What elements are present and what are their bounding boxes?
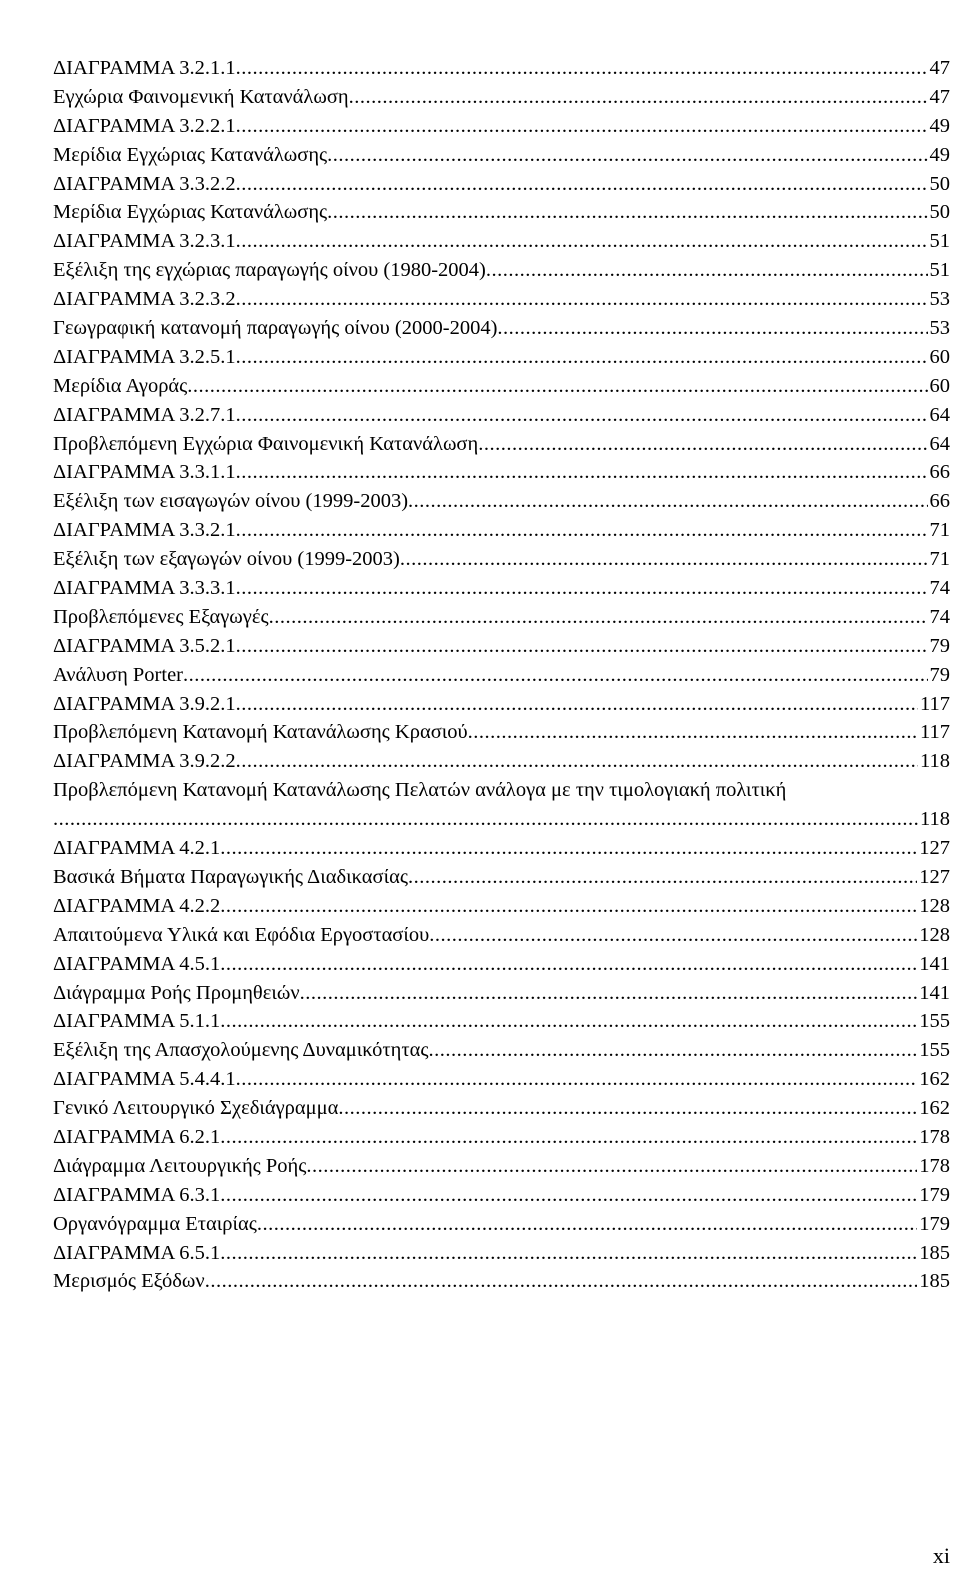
dot-leader	[236, 747, 918, 776]
toc-entry-page: 66	[929, 461, 950, 484]
toc-entry-label: ΔΙΑΓΡΑΜΜΑ 3.2.5.1	[53, 345, 236, 368]
toc-entry-page: 51	[929, 259, 950, 282]
toc-entry[interactable]	[53, 372, 950, 401]
toc-entry-page: 64	[929, 403, 950, 426]
toc-entry-page: 128	[919, 894, 950, 917]
toc-entry-label: ΔΙΑΓΡΑΜΜΑ 3.2.2.1	[53, 114, 236, 137]
toc-entry-page: 50	[929, 172, 950, 195]
toc-entry[interactable]	[53, 892, 950, 921]
dot-leader	[428, 1036, 917, 1065]
dot-leader	[497, 314, 927, 343]
toc-entry-page: 127	[919, 865, 950, 888]
toc-entry-label: ΔΙΑΓΡΑΜΜΑ 5.4.4.1	[53, 1068, 236, 1091]
dot-leader	[400, 545, 928, 574]
toc-entry-label: Οργανόγραμμα Εταιρίας	[53, 1212, 257, 1235]
toc-entry[interactable]	[53, 1007, 950, 1036]
toc-entry-label: ΔΙΑΓΡΑΜΜΑ 4.2.2	[53, 894, 221, 917]
toc-entry[interactable]	[53, 979, 950, 1008]
toc-entry[interactable]	[53, 516, 950, 545]
dot-leader	[429, 921, 917, 950]
toc-entry-page: 185	[919, 1241, 950, 1264]
toc-entry-label: ΔΙΑΓΡΑΜΜΑ 3.2.3.2	[53, 288, 236, 311]
dot-leader	[183, 661, 927, 690]
toc-entry-page: 74	[929, 577, 950, 600]
toc-entry-label: ΔΙΑΓΡΑΜΜΑ 6.3.1	[53, 1183, 221, 1206]
toc-entry-page: 49	[929, 143, 950, 166]
toc-entry[interactable]	[53, 1267, 950, 1296]
toc-entry-page: 47	[929, 85, 950, 108]
toc-entry-label: ΔΙΑΓΡΑΜΜΑ 3.5.2.1	[53, 634, 236, 657]
toc-entry-page: 79	[929, 663, 950, 686]
dot-leader	[408, 487, 927, 516]
toc-entry-label: Εξέλιξη της εγχώριας παραγωγής οίνου (1980-2004)	[53, 259, 486, 282]
toc-entry[interactable]	[53, 603, 950, 632]
dot-leader	[236, 632, 928, 661]
toc-entry-label: ΔΙΑΓΡΑΜΜΑ 6.2.1	[53, 1125, 221, 1148]
toc-entry[interactable]	[53, 718, 950, 747]
dot-leader	[220, 950, 917, 979]
toc-entry[interactable]	[53, 1181, 950, 1210]
toc-entry-page: 79	[929, 634, 950, 657]
toc-entry-page: 162	[919, 1097, 950, 1120]
toc-entry-page: 71	[929, 519, 950, 542]
dot-leader	[236, 574, 928, 603]
toc-entry-page: 141	[919, 981, 950, 1004]
toc-entry-label: Μερίδια Εγχώριας Κατανάλωσης	[53, 201, 328, 224]
dot-leader	[408, 863, 917, 892]
dot-leader	[236, 458, 928, 487]
toc-entry-label: Προβλεπόμενες Εξαγωγές	[53, 605, 269, 628]
toc-entry-page: 127	[919, 837, 950, 860]
toc-entry-page: 50	[929, 201, 950, 224]
toc-entry-label: ΔΙΑΓΡΑΜΜΑ 3.2.1.1	[53, 57, 236, 79]
table-of-figures	[53, 54, 950, 1296]
toc-entry-page: 141	[919, 952, 950, 975]
toc-entry[interactable]	[53, 834, 950, 863]
toc-entry-label: Εξέλιξη της Απασχολούμενης Δυναμικότητας	[53, 1039, 429, 1062]
toc-entry-label: ΔΙΑΓΡΑΜΜΑ 3.3.2.1	[53, 519, 236, 542]
toc-entry[interactable]	[53, 863, 950, 892]
dot-leader	[236, 1065, 918, 1094]
toc-entry[interactable]	[53, 574, 950, 603]
toc-entry[interactable]	[53, 227, 950, 256]
toc-entry-page: 49	[929, 114, 950, 137]
dot-leader	[236, 343, 928, 372]
toc-entry[interactable]	[53, 54, 950, 83]
toc-entry-label: Απαιτούμενα Υλικά και Εφόδια Εργοστασίου	[53, 923, 430, 946]
toc-entry[interactable]	[53, 314, 950, 343]
dot-leader	[327, 141, 927, 170]
toc-entry[interactable]	[53, 1036, 950, 1065]
toc-entry-page: 71	[929, 548, 950, 571]
toc-entry-label: Μερισμός Εξόδων	[53, 1270, 205, 1293]
toc-entry[interactable]	[53, 487, 950, 516]
toc-entry[interactable]	[53, 690, 950, 719]
toc-entry-label: Ανάλυση Porter	[53, 663, 184, 686]
toc-entry[interactable]	[53, 141, 950, 170]
toc-entry[interactable]	[53, 1123, 950, 1152]
toc-entry[interactable]	[53, 921, 950, 950]
toc-entry-label: ΔΙΑΓΡΑΜΜΑ 3.3.2.2	[53, 172, 236, 195]
toc-entry-page: 118	[920, 808, 950, 831]
toc-entry-page: 117	[920, 721, 950, 744]
dot-leader	[220, 892, 917, 921]
dot-leader	[269, 603, 928, 632]
dot-leader	[327, 198, 927, 227]
toc-entry-page: 47	[929, 57, 950, 79]
toc-entry[interactable]	[53, 776, 950, 834]
dot-leader	[220, 834, 917, 863]
toc-entry-page: 162	[919, 1068, 950, 1091]
toc-entry-label: Προβλεπόμενη Κατανομή Κατανάλωσης Κρασιού	[53, 721, 468, 744]
toc-entry-label: Μερίδια Εγχώριας Κατανάλωσης	[53, 143, 328, 166]
toc-entry-label: Προβλεπόμενη Κατανομή Κατανάλωσης Πελατών ανάλογα με την τιμολογιακή πολιτική	[53, 779, 787, 802]
toc-entry[interactable]	[53, 1094, 950, 1123]
toc-entry-label: Γεωγραφική κατανομή παραγωγής οίνου (2000-2004)	[53, 317, 498, 340]
toc-entry[interactable]	[53, 661, 950, 690]
toc-entry[interactable]	[53, 285, 950, 314]
toc-entry[interactable]	[53, 950, 950, 979]
dot-leader	[486, 256, 928, 285]
toc-entry-page: 53	[929, 317, 950, 340]
dot-leader	[236, 112, 928, 141]
dot-leader	[236, 516, 928, 545]
toc-entry-label: ΔΙΑΓΡΑΜΜΑ 3.2.3.1	[53, 230, 236, 253]
toc-entry-label: Διάγραμμα Ροής Προμηθειών	[53, 981, 300, 1004]
toc-entry-page: 155	[919, 1010, 950, 1033]
toc-entry-label: Γενικό Λειτουργικό Σχεδιάγραμμα	[53, 1097, 339, 1120]
dot-leader	[300, 979, 918, 1008]
toc-entry[interactable]	[53, 343, 950, 372]
toc-entry-page: 53	[929, 288, 950, 311]
dot-leader	[187, 372, 927, 401]
toc-entry[interactable]	[53, 430, 950, 459]
toc-entry-label: Προβλεπόμενη Εγχώρια Φαινομενική Κατανάλωση	[53, 432, 479, 455]
toc-entry[interactable]	[53, 1065, 950, 1094]
toc-entry-label: Εξέλιξη των εξαγωγών οίνου (1999-2003)	[53, 548, 400, 571]
toc-entry-label: ΔΙΑΓΡΑΜΜΑ 3.9.2.1	[53, 692, 236, 715]
toc-entry-page: 185	[919, 1270, 950, 1293]
dot-leader	[236, 170, 928, 199]
toc-entry-label: Εγχώρια Φαινομενική Κατανάλωση	[53, 85, 349, 108]
toc-entry-page: 118	[920, 750, 950, 773]
dot-leader	[349, 83, 928, 112]
dot-leader	[220, 1239, 917, 1268]
toc-entry-page: 60	[929, 345, 950, 368]
dot-leader	[306, 1152, 917, 1181]
toc-entry[interactable]	[53, 1210, 950, 1239]
toc-entry[interactable]	[53, 1152, 950, 1181]
dot-leader	[53, 805, 918, 834]
dot-leader	[236, 690, 918, 719]
toc-entry-label: ΔΙΑΓΡΑΜΜΑ 3.3.3.1	[53, 577, 236, 600]
toc-entry-page: 128	[919, 923, 950, 946]
dot-leader	[236, 227, 928, 256]
dot-leader	[220, 1181, 917, 1210]
toc-entry-label: ΔΙΑΓΡΑΜΜΑ 3.9.2.2	[53, 750, 236, 773]
toc-entry-label: Μερίδια Αγοράς	[53, 374, 188, 397]
toc-entry[interactable]	[53, 198, 950, 227]
toc-entry[interactable]	[53, 170, 950, 199]
toc-entry[interactable]	[53, 545, 950, 574]
dot-leader	[236, 401, 928, 430]
toc-entry-page: 74	[929, 605, 950, 628]
toc-entry-label: ΔΙΑΓΡΑΜΜΑ 6.5.1	[53, 1241, 221, 1264]
toc-entry-page: 60	[929, 374, 950, 397]
toc-entry-page: 66	[929, 490, 950, 513]
toc-entry-page: 178	[919, 1154, 950, 1177]
dot-leader	[220, 1007, 917, 1036]
dot-leader	[468, 718, 918, 747]
dot-leader	[236, 54, 928, 83]
toc-entry-label: Βασικά Βήματα Παραγωγικής Διαδικασίας	[53, 865, 408, 888]
toc-entry-page: 179	[919, 1212, 950, 1235]
dot-leader	[257, 1210, 917, 1239]
toc-entry-page: 117	[920, 692, 950, 715]
dot-leader	[220, 1123, 917, 1152]
toc-entry-label: ΔΙΑΓΡΑΜΜΑ 3.2.7.1	[53, 403, 236, 426]
toc-entry[interactable]	[53, 256, 950, 285]
dot-leader	[478, 430, 927, 459]
toc-entry[interactable]	[53, 83, 950, 112]
toc-entry-page: 179	[919, 1183, 950, 1206]
toc-entry[interactable]	[53, 747, 950, 776]
dot-leader	[205, 1267, 918, 1296]
dot-leader	[236, 285, 928, 314]
toc-entry-label: ΔΙΑΓΡΑΜΜΑ 4.5.1	[53, 952, 221, 975]
toc-entry-label: Διάγραμμα Λειτουργικής Ροής	[53, 1154, 307, 1177]
page-number: xi	[932, 1543, 950, 1568]
toc-entry[interactable]	[53, 458, 950, 487]
toc-entry-label: Εξέλιξη των εισαγωγών οίνου (1999-2003)	[53, 490, 409, 513]
toc-entry-label: ΔΙΑΓΡΑΜΜΑ 3.3.1.1	[53, 461, 236, 484]
toc-entry-label: ΔΙΑΓΡΑΜΜΑ 4.2.1	[53, 837, 221, 860]
toc-entry-page: 64	[929, 432, 950, 455]
dot-leader	[338, 1094, 917, 1123]
toc-entry-page: 51	[929, 230, 950, 253]
toc-entry[interactable]	[53, 112, 950, 141]
toc-entry[interactable]	[53, 1239, 950, 1268]
toc-entry-page: 178	[919, 1125, 950, 1148]
toc-entry-page: 155	[919, 1039, 950, 1062]
toc-entry[interactable]	[53, 401, 950, 430]
toc-entry[interactable]	[53, 632, 950, 661]
toc-entry-label: ΔΙΑΓΡΑΜΜΑ 5.1.1	[53, 1010, 221, 1033]
